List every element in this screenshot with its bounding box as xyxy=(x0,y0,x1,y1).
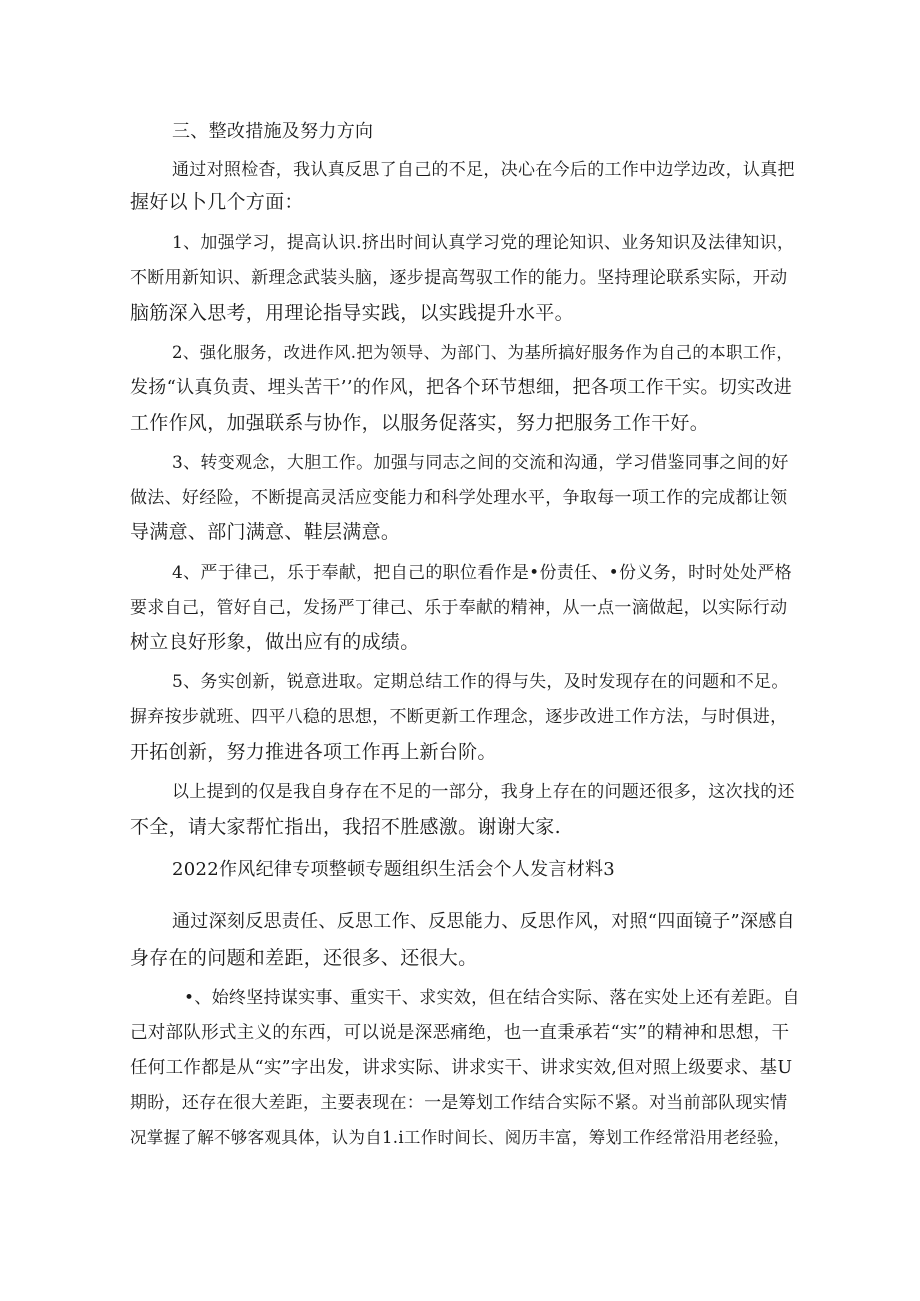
item-3-line: 做法、好经险，不断提高灵活应变能力和科学处理水平，争取每一项工作的完成都让领 xyxy=(130,488,788,508)
item-4-line: 4、严于律己，乐于奉献，把自己的职位看作是•份责任、•份义务，时时处处严格 xyxy=(172,563,792,583)
item-1-line: 脑筋深入思考，用理论指导实践，以实践提升水平。 xyxy=(130,302,574,324)
item-3-line: 3、转变观念，大胆工作。加强与同志之间的交流和沟通，学习借鉴同事之间的好 xyxy=(172,453,789,473)
part3-intro-line: 通过深刻反思责任、反思工作、反思能力、反思作风，对照“四面镜子”深感自 xyxy=(172,911,795,932)
item-5-line: 开拓创新，努力推进各项工作再上新台阶。 xyxy=(130,741,497,763)
item-2-line: 工作作风，加强联系与协作，以服务促落实，努力把服务工作干好。 xyxy=(130,412,710,434)
closing-line: 以上提到的仅是我自身存在不足的一部分，我身上存在的问题还很多，这次找的还 xyxy=(172,782,795,802)
part3-point-line: 己对部队形式主义的东西，可以说是深恶痛绝，也一直秉承若“实”的精神和思想，干 xyxy=(130,1023,790,1043)
item-2-line: 2、强化服务，改进作风.把为领导、为部门、为基所搞好服务作为自己的本职工作， xyxy=(172,343,794,362)
item-2-line: 发扬“认真负责、埋头苦干’’的作风，把各个环节想细，把各项工作干实。切实改进 xyxy=(130,377,793,398)
item-1-line: 1、加强学习，提高认识.挤出时间认真学习党的理论知识、业务知识及法律知识， xyxy=(172,233,795,253)
part3-point-line: 况掌握了解不够客观具体，认为自1.i工作时间长、阅历丰富，筹划工作经常沿用老经验， xyxy=(130,1128,791,1147)
item-5-line: 摒弃按步就班、四平八稳的思想，不断更新工作理念，逐步改进工作方法，与时俱进， xyxy=(130,707,788,727)
part3-point-line: •、始终坚持谋实事、重实干、求实效，但在结合实际、落在实处上还有差距。自 xyxy=(184,988,800,1008)
intro-line: 通过对照检杳，我认真反思了自己的不足，决心在今后的工作中边学边改，认真把 xyxy=(172,160,795,180)
document-subtitle: 2022作风纪律专项整顿专题组织生活会个人发言材料3 xyxy=(172,859,616,880)
item-1-line: 不断用新知识、新理念武装头脑，逐步提高驾驭工作的能力。坚持理论联系实际，开动 xyxy=(130,268,788,288)
item-5-line: 5、务实创新，锐意进取。定期总结工作的得与失，及时发现存在的问题和不足。 xyxy=(172,672,789,692)
part3-intro-line: 身存在的问题和差距，还很多、还很大。 xyxy=(130,947,478,969)
closing-line: 不全，请大家帮忙指出，我招不胜感激。谢谢大家. xyxy=(130,816,561,838)
section-heading: 三、整改措施及努力方向 xyxy=(172,121,374,142)
item-4-line: 要求自己，管好自己，发扬严丁律己、乐于奉献的精神，从一点一滴做起，以实际行动 xyxy=(130,598,788,618)
item-3-line: 导满意、部门满意、鞋层满意。 xyxy=(130,521,401,543)
part3-point-line: 任何工作都是从“实”字出发，讲求实际、讲求实干、讲求实效,但对照上级要求、基U xyxy=(130,1058,793,1078)
item-4-line: 树立良好形象，做出应有的成绩。 xyxy=(130,631,420,653)
intro-line: 握好以卜几个方面： xyxy=(130,191,304,213)
part3-point-line: 期盼，还存在很大差距，主要表现在：一是筹划工作结合实际不紧。对当前部队现实情 xyxy=(130,1093,788,1113)
